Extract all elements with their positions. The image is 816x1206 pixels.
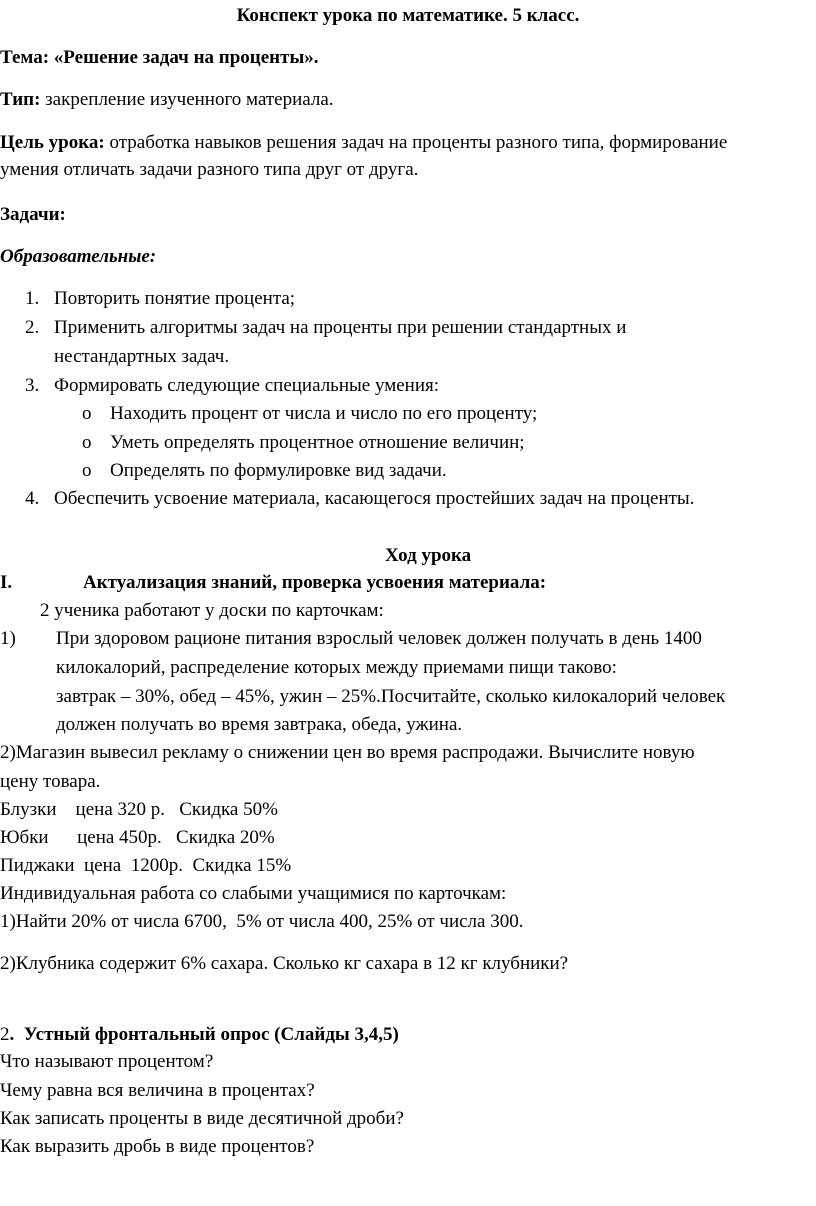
skill-text: Находить процент от числа и число по его проценту; xyxy=(110,403,538,424)
objective-text: Формировать следующие специальные умения: xyxy=(54,375,440,396)
type-value: закрепление изученного материала. xyxy=(45,89,334,110)
card-2-line: 2)Магазин вывесил рекламу о снижении цен во время распродажи. Вычислите новую xyxy=(0,742,695,763)
section-2-title: . Устный фронтальный опрос (Слайды 3,4,5) xyxy=(9,1024,399,1045)
objective-text: Обеспечить усвоение материала, касающегося простейших задач на проценты. xyxy=(54,488,695,509)
skill-text: Уметь определять процентное отношение величин; xyxy=(110,432,525,453)
topic-label: Тема: xyxy=(0,47,50,68)
card-1-line: завтрак – 30%, обед – 45%, ужин – 25%.Посчитайте, сколько килокалорий человек xyxy=(56,686,726,707)
section-2-heading xyxy=(0,1023,399,1047)
question-item: Чему равна вся величина в процентах? xyxy=(0,1080,315,1101)
objective-number: 2. xyxy=(25,317,40,338)
objective-text: Применить алгоритмы задач на проценты при решении стандартных и xyxy=(54,317,627,338)
question-item: Как записать проценты в виде десятичной дроби? xyxy=(0,1108,404,1129)
card-1-line: должен получать во время завтрака, обеда, ужина. xyxy=(56,714,463,735)
skill-bullet: o xyxy=(82,460,92,481)
tasks-heading: Задачи: xyxy=(0,204,66,225)
price-row: Блузки цена 320 р. Скидка 50% xyxy=(0,799,278,820)
skill-bullet: o xyxy=(82,403,92,424)
lesson-heading: Ход урока xyxy=(385,545,472,566)
section-2-number: 2 xyxy=(0,1024,10,1045)
goal-line-1: Цель урока: отработка навыков решения задач на проценты разного типа, формирование xyxy=(0,132,728,153)
topic-line xyxy=(0,46,319,70)
question-item: Что называют процентом? xyxy=(0,1051,214,1072)
individual-task: 1)Найти 20% от числа 6700, 5% от числа 400, 25% от числа 300. xyxy=(0,911,524,932)
objective-number: 1. xyxy=(25,288,40,309)
topic-value: «Решение задач на проценты». xyxy=(53,47,319,68)
objective-text-continued: нестандартных задач. xyxy=(54,346,230,367)
goal-label: Цель урока: xyxy=(0,132,105,153)
goal-line-2: умения отличать задачи разного типа друг от друга. xyxy=(0,159,419,180)
skill-bullet: o xyxy=(82,432,92,453)
card-1-line: При здоровом рационе питания взрослый человек должен получать в день 1400 xyxy=(56,628,702,649)
card-1-line: килокалорий, распределение которых между приемами пищи таково: xyxy=(56,657,617,678)
educational-heading: Образовательные: xyxy=(0,246,157,267)
board-intro: 2 ученика работают у доски по карточкам: xyxy=(40,600,384,621)
card-1-number: 1) xyxy=(0,628,16,649)
price-row: Пиджаки цена 1200р. Скидка 15% xyxy=(0,855,292,876)
section-1-title: Актуализация знаний, проверка усвоения материала: xyxy=(83,572,547,593)
individual-intro: Индивидуальная работа со слабыми учащимися по карточкам: xyxy=(0,883,507,904)
objective-number: 3. xyxy=(25,375,40,396)
section-1-number: I. xyxy=(0,572,13,593)
question-item: Как выразить дробь в виде процентов? xyxy=(0,1136,315,1157)
individual-task: 2)Клубника содержит 6% сахара. Сколько кг сахара в 12 кг клубники? xyxy=(0,953,569,974)
skill-text: Определять по формулировке вид задачи. xyxy=(110,460,447,481)
type-line xyxy=(0,88,334,112)
objective-text: Повторить понятие процента; xyxy=(54,288,296,309)
document-title: Конспект урока по математике. 5 класс. xyxy=(236,5,580,26)
objective-number: 4. xyxy=(25,488,40,509)
type-label: Тип: xyxy=(0,89,41,110)
card-2-line: цену товара. xyxy=(0,771,101,792)
price-row: Юбки цена 450р. Скидка 20% xyxy=(0,827,275,848)
